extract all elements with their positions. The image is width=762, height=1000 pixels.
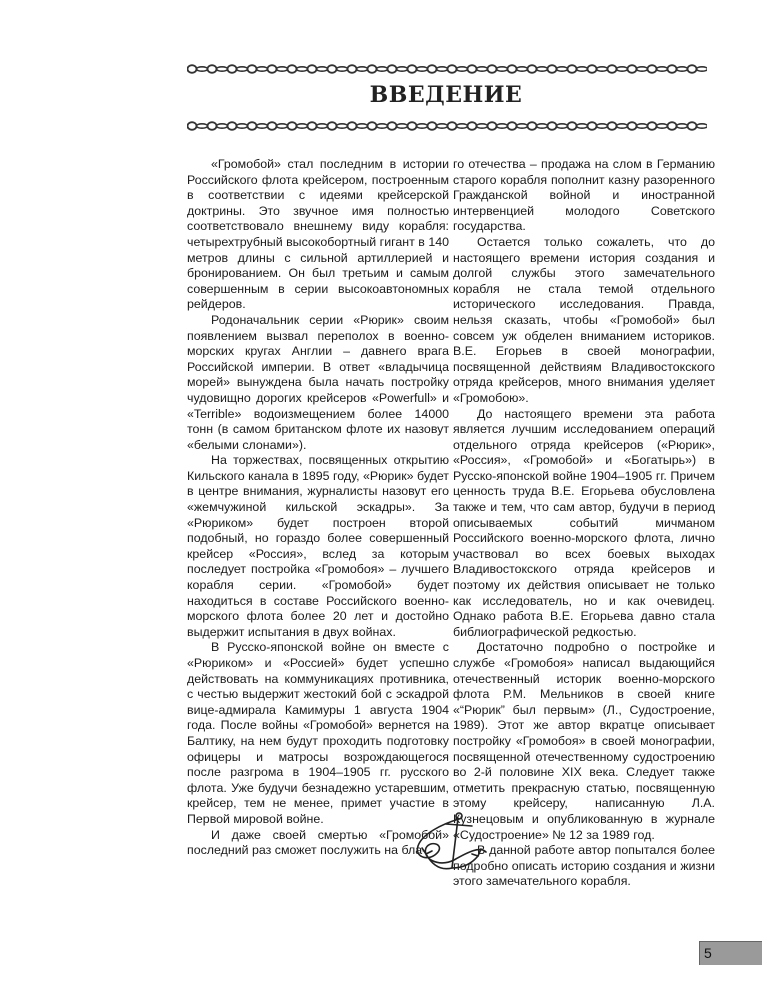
paragraph: Родоначальник серии «Рюрик» своим появлением вызвал переполох в военно-морских кругах Англии – давнего врага Российской империи. В ответ «владычица морей» вынуждена была начать постройку чудовищно дорогих крейсеров «Powerfull» и «Terrible» водоизмещением более 14000 тонн (в самом британском флоте их назовут «белыми слонами»).	[187, 312, 449, 452]
chain-divider-top	[187, 63, 707, 75]
chain-link	[388, 122, 397, 130]
chain-link	[488, 65, 497, 73]
chain-link	[577, 67, 588, 71]
chain-link	[208, 122, 217, 130]
chain-link	[548, 122, 557, 130]
chain-link	[448, 65, 457, 73]
chain-link	[217, 67, 228, 71]
paragraph: «Громобой» стал последним в истории Российского флота крейсером, построенным в соответствии с идеями крейсерской доктрины. Это звучное имя полностью соответствовало внешнему виду корабля: четырехтрубный высокобортный гигант в 140 метров длины с сильной артиллерией и бронированием. Он был третьим и самым совершенным в серии высокоавтономных рейдеров.	[187, 157, 449, 312]
chain-link	[428, 65, 437, 73]
chain-link	[208, 65, 217, 73]
paragraph: До настоящего времени эта работа является лучшим исследованием операций отдельного отряда крейсеров («Рюрик», «Россия», «Громобой» и «Богатырь») в Русско-японской войне 1904–1905 гг. Причем ценность труда В.Е. Егорьева обусловлена также и тем, что сам автор, будучи в период описываемых событий мичманом Российского военно-морского флота, лично участвовал во всех боевых выходах Владивостокского отряда крейсеров и поэтому их действия описывает не только как исследователь, но и как очевидец. Однако работа В.Е. Егорьева давно стала библиографической редкостью.	[453, 406, 715, 639]
page-number-box	[699, 941, 762, 965]
text-column-left	[187, 157, 449, 859]
paragraph: Остается только сожалеть, что до настоящего времени история создания и долгой службы этого замечательного корабля не стала темой отдельного исторического исследования. Правда, нельзя сказать, чтобы «Громобой» был совсем уж обделен вниманием историков. В.Е. Егорьев в своей монографии, посвященной действиям Владивостокского отряда крейсеров, много внимания уделяет «Громобою».	[453, 234, 715, 405]
chain-link	[357, 67, 368, 71]
chain-link	[197, 67, 208, 71]
chain-link	[677, 124, 688, 128]
chain-link	[417, 67, 428, 71]
chain-link	[368, 122, 377, 130]
chain-link	[228, 65, 237, 73]
chain-link	[597, 124, 608, 128]
chain-link	[688, 122, 697, 130]
chain-link	[528, 65, 537, 73]
chain-link	[628, 122, 637, 130]
chain-link	[497, 124, 508, 128]
chain-link	[517, 67, 528, 71]
chain-link	[288, 122, 297, 130]
chain-link	[688, 65, 697, 73]
chain-link	[328, 122, 337, 130]
chain-link	[428, 122, 437, 130]
chain-link	[528, 122, 537, 130]
paragraph: На торжествах, посвященных открытию Кильского канала в 1895 году, «Рюрик» будет в центре внимания, журналисты назовут его «жемчужиной кильской эскадры». За «Рюриком» будет построен второй подобный, но гораздо более совершенный крейсер «Россия», вслед за которым последует постройка «Громобоя» – лучшего корабля серии. «Громобой» будет находиться в составе Российского военно-морского флота более 20 лет и достойно выдержит испытания в двух войнах.	[187, 453, 449, 639]
chain-link	[308, 65, 317, 73]
chain-link	[608, 122, 617, 130]
chain-link	[637, 124, 648, 128]
chain-link	[617, 67, 628, 71]
chain-link	[257, 67, 268, 71]
chain-link	[268, 65, 277, 73]
chain-link	[228, 122, 237, 130]
paragraph-continued: го отечества – продажа на слом в Германию старого корабля пополнит казну разоренного Гражданской войной и иностранной интервенцией молодого Советского государства.	[453, 157, 715, 234]
chain-link	[668, 65, 677, 73]
chain-link	[268, 122, 277, 130]
anchor-icon	[408, 812, 492, 874]
chain-link	[337, 67, 348, 71]
chain-link	[348, 65, 357, 73]
chain-link	[357, 124, 368, 128]
chain-link	[408, 65, 417, 73]
chain-link	[388, 65, 397, 73]
chain-link	[437, 124, 448, 128]
chain-link	[308, 122, 317, 130]
chain-link	[637, 67, 648, 71]
chain-link	[457, 124, 468, 128]
chain-link	[248, 65, 257, 73]
chain-link	[577, 124, 588, 128]
chain-link	[608, 65, 617, 73]
chain-link	[537, 67, 548, 71]
paragraph: В данной работе автор попытался более подробно описать историю создания и жизни этого замечательного корабля.	[453, 843, 715, 889]
page-number: 5	[704, 945, 712, 961]
chain-link	[217, 124, 228, 128]
chain-link	[317, 67, 328, 71]
chain-link	[468, 65, 477, 73]
chain-link	[677, 67, 688, 71]
chain-link	[568, 65, 577, 73]
chain-link	[548, 65, 557, 73]
chain-link	[457, 67, 468, 71]
chain-link	[237, 124, 248, 128]
chain-link	[297, 67, 308, 71]
chain-link	[488, 122, 497, 130]
chain-link	[657, 124, 668, 128]
chain-link	[277, 124, 288, 128]
chain-link	[317, 124, 328, 128]
text-column-right	[453, 157, 715, 890]
chain-link	[348, 122, 357, 130]
chain-link	[437, 67, 448, 71]
chain-link	[397, 67, 408, 71]
chain-link	[508, 65, 517, 73]
chain-link	[237, 67, 248, 71]
chain-link	[508, 122, 517, 130]
chain-link	[397, 124, 408, 128]
chain-link	[328, 65, 337, 73]
chain-link	[568, 122, 577, 130]
chain-link	[668, 122, 677, 130]
paragraph: Достаточно подробно о постройке и службе «Громобоя» написал выдающийся отечественный историк военно-морского флота Р.М. Мельников в своей книге «“Рюрик” был первым» (Л., Судостроение, 1989). Этот же автор вкратце описывает постройку «Громобоя» в своей монографии, посвященной отечественному судостроению во 2-й половине XIX века. Следует также отметить прекрасную статью, посвященную этому крейсеру, написанную Л.А. Кузнецовым и опубликованную в журнале «Судостроение» № 12 за 1989 год.	[453, 640, 715, 842]
chain-link	[188, 122, 197, 130]
chain-link	[197, 124, 208, 128]
paragraph: И даже своей смертью «Громобой» последний раз сможет послужить на бла-	[187, 827, 449, 858]
chain-link	[697, 67, 708, 71]
chain-link	[588, 65, 597, 73]
chain-link	[628, 65, 637, 73]
chain-link	[477, 124, 488, 128]
chain-link	[597, 67, 608, 71]
chain-link	[537, 124, 548, 128]
chain-link	[477, 67, 488, 71]
page-title: ВВЕДЕНИЕ	[369, 82, 523, 108]
chain-link	[617, 124, 628, 128]
chain-link	[288, 65, 297, 73]
chain-link	[697, 124, 708, 128]
chain-divider-bottom	[187, 120, 707, 132]
chain-link	[648, 65, 657, 73]
chain-link	[248, 122, 257, 130]
chain-link	[257, 124, 268, 128]
chain-link	[517, 124, 528, 128]
chain-link	[337, 124, 348, 128]
chain-link	[368, 65, 377, 73]
chain-link	[657, 67, 668, 71]
chain-link	[648, 122, 657, 130]
chain-link	[588, 122, 597, 130]
paragraph: В Русско-японской войне он вместе с «Рюриком» и «Россией» будет успешно действовать на коммуникациях противника, с честью выдержит жестокий бой с эскадрой вице-адмирала Камимуры 1 августа 1904 года. После войны «Громобой» вернется на Балтику, на нем будут проходить подготовку офицеры и матросы возрождающегося после разгрома в 1904–1905 гг. русского флота. Уже будучи безнадежно устаревшим, крейсер, тем не менее, примет участие в Первой мировой войне.	[187, 640, 449, 826]
chain-link	[377, 124, 388, 128]
chain-link	[297, 124, 308, 128]
chain-link	[448, 122, 457, 130]
chain-link	[468, 122, 477, 130]
chain-link	[557, 124, 568, 128]
chain-link	[188, 65, 197, 73]
chain-link	[417, 124, 428, 128]
chain-link	[277, 67, 288, 71]
chain-link	[408, 122, 417, 130]
chain-link	[377, 67, 388, 71]
chain-link	[497, 67, 508, 71]
chain-link	[557, 67, 568, 71]
